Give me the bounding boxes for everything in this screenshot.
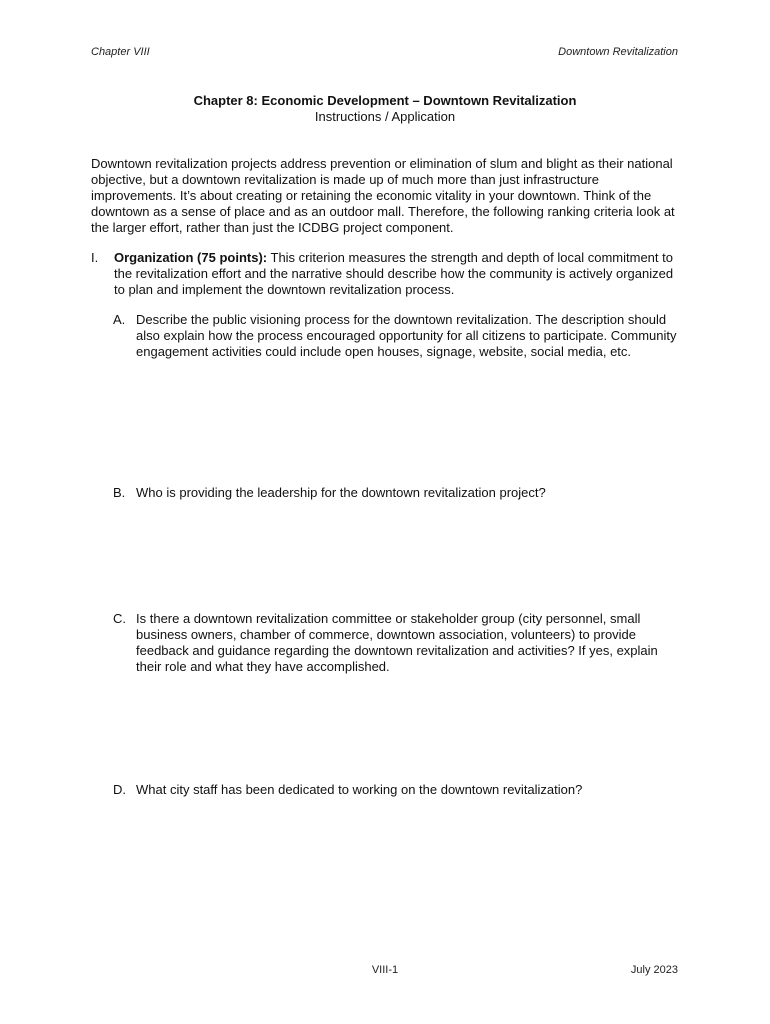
- chapter-subtitle: Instructions / Application: [314, 109, 456, 124]
- question-text: Is there a downtown revitalization committee or stakeholder group (city personnel, small business owners, chamber of commerce, downtown association, volunteers) to provide feedback and guidance regarding the downtown revitalization and activities? If yes, explain their role and what they have accomplished.: [136, 611, 658, 674]
- section-text: This criterion measures the strength and depth of local commitment to the revitalization effort and the narrative should describe how the community is actively organized to plan and implement the downtown revitalization process.: [114, 250, 674, 297]
- running-header-chapter: Chapter VIII: [91, 46, 150, 58]
- question-letter: C.: [113, 611, 126, 626]
- section-body: [114, 250, 681, 298]
- question-letter: D.: [113, 782, 126, 797]
- question-d: [113, 782, 681, 798]
- chapter-title: Chapter 8: Economic Development – Downtown Revitalization: [193, 93, 577, 108]
- question-letter: B.: [113, 485, 126, 500]
- question-text: What city staff has been dedicated to working on the downtown revitalization?: [136, 782, 583, 797]
- question-b: [113, 485, 681, 501]
- section-title: Organization (75 points):: [114, 250, 268, 265]
- footer-date: July 2023: [630, 964, 678, 976]
- question-text: Describe the public visioning process for the downtown revitalization. The description should also explain how the process encouraged opportunity for all citizens to participate. Community engagement activities could include open houses, signage, website, social media, etc.: [136, 312, 677, 359]
- question-letter: A.: [113, 312, 126, 327]
- section-organization: [91, 250, 681, 298]
- question-c: [113, 611, 681, 675]
- question-text: Who is providing the leadership for the downtown revitalization project?: [136, 485, 546, 500]
- title-block: [0, 93, 770, 125]
- running-header-topic: Downtown Revitalization: [558, 46, 678, 58]
- intro-paragraph: Downtown revitalization projects address prevention or elimination of slum and blight as their national objective, but a downtown revitalization is made up of much more than just infrastructure improvements. It’s about creating or retaining the economic vitality in your downtown. Think of the downtown as a sense of place and as an outdoor mall. Therefore, the following ranking criteria look at the larger effort, rather than just the ICDBG project component.: [91, 156, 675, 235]
- page-number: VIII-1: [371, 964, 399, 976]
- question-a: [113, 312, 681, 360]
- section-number: I.: [91, 250, 99, 265]
